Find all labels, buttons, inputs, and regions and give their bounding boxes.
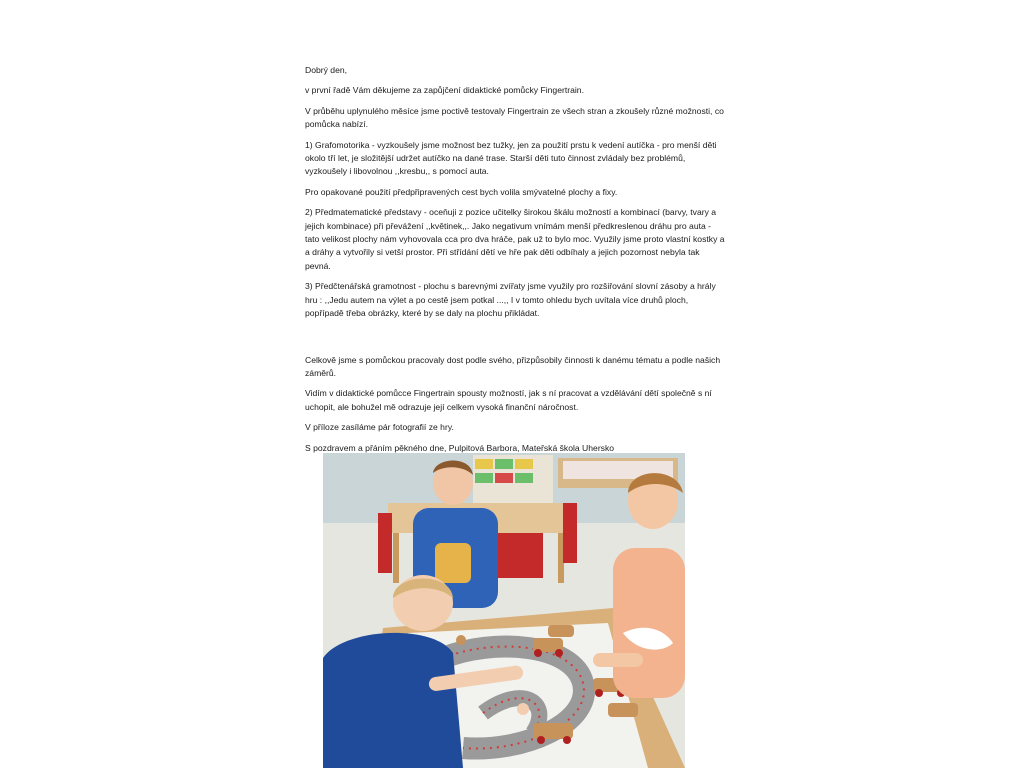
shirt-print bbox=[435, 543, 471, 583]
red-chair bbox=[563, 503, 577, 563]
paragraph-thanks: v první řadě Vám děkujeme za zapůjčení didaktické pomůcky Fingertrain. bbox=[305, 85, 584, 96]
table-leg bbox=[393, 533, 399, 583]
paragraph-grafomotorika: 1) Grafomotorika - vyzkoušely jsme možnost bez tužky, jen za použití prstu k vedení autíčka - pro menší děti okolo tří let, je složitější udržet autíčko na dané trase. Starší děti tuto činnost zvládaly bez problémů, vyzkoušely i libovolnou ,,kresbu,, s pomocí auta. bbox=[305, 139, 717, 177]
wooden-car bbox=[548, 625, 574, 637]
photo-illustration bbox=[323, 453, 685, 768]
shelf-bin bbox=[515, 459, 533, 469]
shelf-bin bbox=[515, 473, 533, 483]
shelf-bin bbox=[475, 459, 493, 469]
red-chair bbox=[498, 533, 543, 578]
paragraph-predmatematicke: 2) Předmatematické představy - oceňuji z pozice učitelky širokou škálu možností a kombinací (barvy, tvary a jejich kombinace) při převážení ,,květinek,,. Jako negativum vnímám menší předkreslenou dráhu pro auta - tato velikost plochy nám vyhovovala cca pro dva hráče, pak už to bylo moc. Využily jsme proto vlastní kostky a a dráhy a vytvořily si vetší prostor. Při střídání dětí ve hře pak děti odbíhaly a jejich pozornost nebyla tak pevná. bbox=[305, 207, 725, 271]
paragraph-predctenarska: 3) Předčtenářská gramotnost - plochu s barevnými zvířaty jsme využily pro rozšiřování slovní zásoby a hrály hru : ,,Jedu autem na výlet a po cestě jsem potkal ...,, I v tomto ohledu bych uvítala více druhů ploch, popřípadě třeba obrázky, které by se daly na plochu přikládat. bbox=[305, 281, 716, 319]
letter-body bbox=[305, 64, 725, 462]
car-wheel bbox=[563, 736, 571, 744]
child-hand bbox=[517, 703, 529, 715]
spacer bbox=[305, 328, 725, 354]
shelf-bin bbox=[495, 473, 513, 483]
car-wheel bbox=[555, 649, 563, 657]
closing-signature: S pozdravem a přáním pěkného dne, Pulpitová Barbora, Mateřská škola Uhersko bbox=[305, 442, 615, 453]
red-chair bbox=[378, 513, 392, 573]
paragraph-reuse: Pro opakované použití předpřipravených cest bych volila smývatelné plochy a fixy. bbox=[305, 186, 618, 197]
greeting: Dobrý den, bbox=[305, 65, 348, 75]
car-wheel bbox=[595, 689, 603, 697]
shelf-bin bbox=[495, 459, 513, 469]
child-shirt-orange bbox=[613, 548, 685, 698]
wooden-car bbox=[456, 635, 466, 645]
car-wheel bbox=[537, 736, 545, 744]
classroom-photo bbox=[323, 453, 685, 768]
paragraph-overall: Celkově jsme s pomůckou pracovaly dost podle svého, přizpůsobily činnosti k danému tématu a podle našich záměrů. bbox=[305, 354, 721, 378]
paragraph-possibilities: Vidím v didaktické pomůcce Fingertrain spousty možností, jak s ní pracovat a vzdělávání dětí společně s ní uchopit, ale bohužel mě odrazuje její celkem vysoká finanční náročnost. bbox=[305, 388, 712, 412]
car-wheel bbox=[534, 649, 542, 657]
wooden-car bbox=[608, 703, 638, 717]
paragraph-testing: V průběhu uplynulého měsíce jsme poctivě testovaly Fingertrain ze všech stran a zkoušely různé možnosti, co pomůcka nabízí. bbox=[305, 105, 724, 130]
child-shirt-polo bbox=[323, 633, 463, 768]
paragraph-attachment: V příloze zasíláme pár fotografií ze hry. bbox=[305, 422, 454, 433]
child-arm bbox=[593, 653, 643, 667]
shelf-bin bbox=[475, 473, 493, 483]
